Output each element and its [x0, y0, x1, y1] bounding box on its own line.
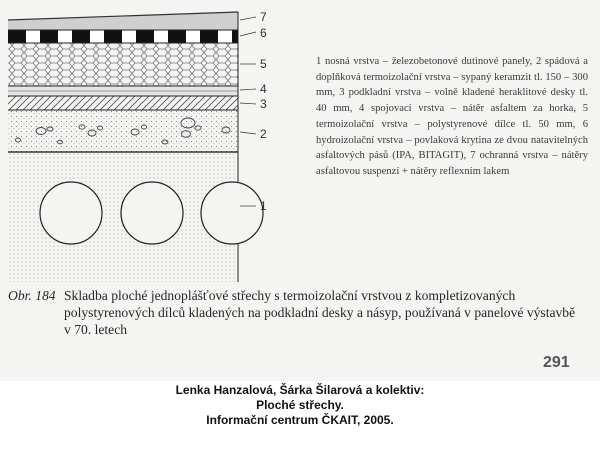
source-citation	[0, 383, 600, 428]
layer-label-4: 4	[260, 82, 267, 96]
citation-authors: Lenka Hanzalová, Šárka Šilarová a kolektiv:	[175, 383, 425, 397]
layer-label-2: 2	[260, 127, 267, 141]
figure-label: Obr. 184	[8, 288, 56, 303]
layer-legend-text: 1 nosná vrstva – železobetonové dutinové panely, 2 spádová a doplňková termoizolační vrstva – sypaný keramzit tl. 150 – 300 mm, 3 podkladní vrstva – volně kladené heraklitové desky tl. 40 mm, 4 spojovací vrstva – nátěr asfaltem za horka, 5 termoizolační vrstva – polystyrenové dílce tl. 50 mm, 6 hydroizolační vrstva – povlaková krytina ze dvou natavitelných asfaltových pásů (IPA, BITAGIT), 7 ochranná vrstva – nátěry asfaltovou suspenzí + nátěry reflexním lakem	[316, 56, 588, 177]
layer-label-7: 7	[260, 10, 267, 24]
figure-caption	[8, 287, 594, 338]
layer-label-5: 5	[260, 57, 267, 71]
figure-caption-text: Skladba ploché jednoplášťové střechy s termoizolační vrstvou z kompletizovaných polystyrenových dílců kladených na podkladní desky a násyp, používaná v panelové výstavbě v 70. letech	[64, 288, 576, 337]
roof-section-diagram	[0, 0, 300, 285]
layer-3-heraklit	[8, 96, 240, 110]
layer-label-6: 6	[260, 26, 267, 40]
layer-2-expanded-clay	[8, 110, 240, 152]
layer-5-polystyrene	[8, 43, 240, 86]
page-number: 291	[543, 354, 570, 371]
citation-publisher: Informační centrum ČKAIT, 2005.	[206, 413, 394, 427]
layer-6-waterproofing	[8, 30, 250, 43]
citation-title: Ploché střechy.	[256, 398, 344, 412]
layer-label-1: 1	[260, 199, 267, 213]
layer-label-3: 3	[260, 97, 267, 111]
